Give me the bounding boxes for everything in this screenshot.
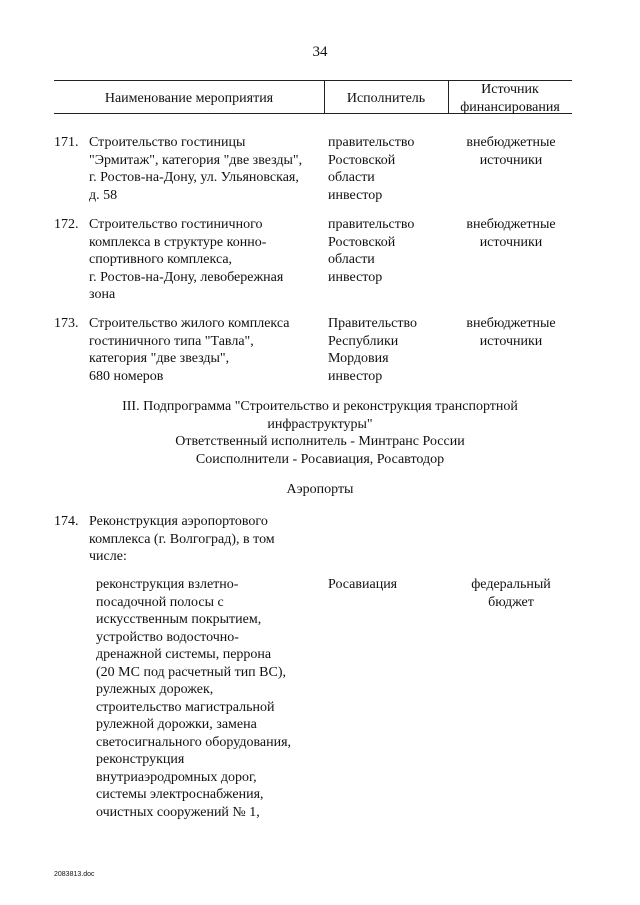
row-name-line: 680 номеров bbox=[89, 368, 164, 384]
row-name-line: д. 58 bbox=[89, 187, 118, 203]
row-name-line: числе: bbox=[89, 549, 127, 564]
subitem-source-line: федеральный bbox=[471, 577, 551, 592]
row-executor-line: области bbox=[328, 170, 375, 185]
row-name-line: г. Ростов-на-Дону, ул. Ульяновская, bbox=[89, 170, 299, 185]
row-source-line: источники bbox=[479, 333, 543, 349]
subitem-line: строительство магистральной bbox=[96, 699, 275, 715]
row-name-line: Строительство жилого комплекса bbox=[89, 316, 290, 331]
row-source bbox=[452, 216, 570, 251]
row-source-line: внебюджетные bbox=[466, 135, 556, 150]
row-source-line: источники bbox=[479, 152, 543, 168]
row-name-line: "Эрмитаж", категория "две звезды", bbox=[89, 152, 303, 168]
row-executor bbox=[328, 134, 448, 204]
row-name-line: Строительство гостиницы bbox=[89, 135, 246, 150]
subitem-line: (20 МС под расчетный тип ВС), bbox=[96, 664, 287, 680]
subsection-heading: Аэропорты bbox=[286, 482, 354, 497]
row-executor-line: инвестор bbox=[328, 187, 383, 203]
row-number: 173. bbox=[54, 316, 79, 331]
subitem-line: системы электроснабжения, bbox=[96, 787, 264, 802]
subitem-line: устройство водосточно- bbox=[96, 629, 239, 645]
subitem-line: искусственным покрытием, bbox=[96, 612, 262, 627]
section-title-line-2: инфраструктуры" bbox=[267, 416, 373, 432]
row-executor-line: Правительство bbox=[328, 316, 417, 331]
row-name bbox=[89, 513, 325, 566]
row-name-line: Реконструкция аэропортового bbox=[89, 514, 268, 529]
subitem-line: реконструкция bbox=[96, 752, 185, 767]
row-number: 174. bbox=[54, 514, 79, 529]
row-number: 172. bbox=[54, 217, 79, 232]
subitem-line: реконструкция взлетно- bbox=[96, 577, 239, 592]
header-name: Наименование мероприятия bbox=[104, 91, 274, 106]
row-executor-line: правительство bbox=[328, 217, 415, 232]
subitem-line: очистных сооружений № 1, bbox=[96, 804, 260, 820]
subitem-line: посадочной полосы с bbox=[96, 594, 224, 610]
section-title-line-1: III. Подпрограмма "Строительство и реконструкция транспортной bbox=[122, 399, 518, 414]
row-executor bbox=[328, 315, 448, 385]
subitem-line: рулежных дорожек, bbox=[96, 682, 214, 697]
row-source bbox=[452, 134, 570, 169]
subitem-line: рулежной дорожки, замена bbox=[96, 717, 257, 732]
header-source bbox=[448, 81, 572, 116]
row-executor-line: Мордовия bbox=[328, 351, 389, 366]
section-coexecutors: Соисполнители - Росавиация, Росавтодор bbox=[195, 451, 445, 467]
footer-filename: 2083813.doc bbox=[54, 871, 95, 878]
row-source-line: внебюджетные bbox=[466, 316, 556, 331]
row-executor-line: инвестор bbox=[328, 269, 383, 285]
row-executor-line: инвестор bbox=[328, 368, 383, 384]
row-source-line: источники bbox=[479, 234, 543, 250]
row-source bbox=[452, 315, 570, 350]
row-executor-line: правительство bbox=[328, 135, 415, 150]
row-executor bbox=[328, 216, 448, 286]
subitem-source-line: бюджет bbox=[488, 594, 534, 610]
row-name-line: категория "две звезды", bbox=[89, 351, 230, 366]
subitem-line: светосигнального оборудования, bbox=[96, 734, 292, 750]
row-name bbox=[89, 315, 325, 385]
subitem-executor: Росавиация bbox=[328, 577, 398, 592]
row-executor-line: области bbox=[328, 252, 375, 267]
row-name-line: гостиничного типа "Тавла", bbox=[89, 333, 254, 349]
row-name bbox=[89, 216, 325, 304]
subitem-source bbox=[452, 576, 570, 611]
row-number: 171. bbox=[54, 135, 79, 150]
subitem-name bbox=[96, 576, 324, 821]
row-name-line: спортивного комплекса, bbox=[89, 252, 233, 267]
section-heading bbox=[0, 398, 640, 468]
subitem-line: внутриаэродромных дорог, bbox=[96, 769, 257, 785]
section-responsible: Ответственный исполнитель - Минтранс России bbox=[175, 434, 465, 449]
row-name-line: Строительство гостиничного bbox=[89, 217, 263, 232]
page-number: 34 bbox=[312, 44, 328, 60]
subitem-line: дренажной системы, перрона bbox=[96, 647, 272, 662]
row-name-line: комплекса в структуре конно- bbox=[89, 234, 267, 250]
header-executor: Исполнитель bbox=[346, 91, 426, 106]
row-name-line: г. Ростов-на-Дону, левобережная bbox=[89, 269, 284, 285]
row-source-line: внебюджетные bbox=[466, 217, 556, 232]
row-name bbox=[89, 134, 325, 204]
row-name-line: зона bbox=[89, 287, 116, 302]
row-executor-line: Ростовской bbox=[328, 152, 396, 168]
row-executor-line: Республики bbox=[328, 333, 399, 349]
header-source-line-1: Источник bbox=[481, 82, 539, 97]
header-source-line-2: финансирования bbox=[460, 99, 560, 115]
row-name-line: комплекса (г. Волгоград), в том bbox=[89, 531, 275, 547]
row-executor-line: Ростовской bbox=[328, 234, 396, 250]
